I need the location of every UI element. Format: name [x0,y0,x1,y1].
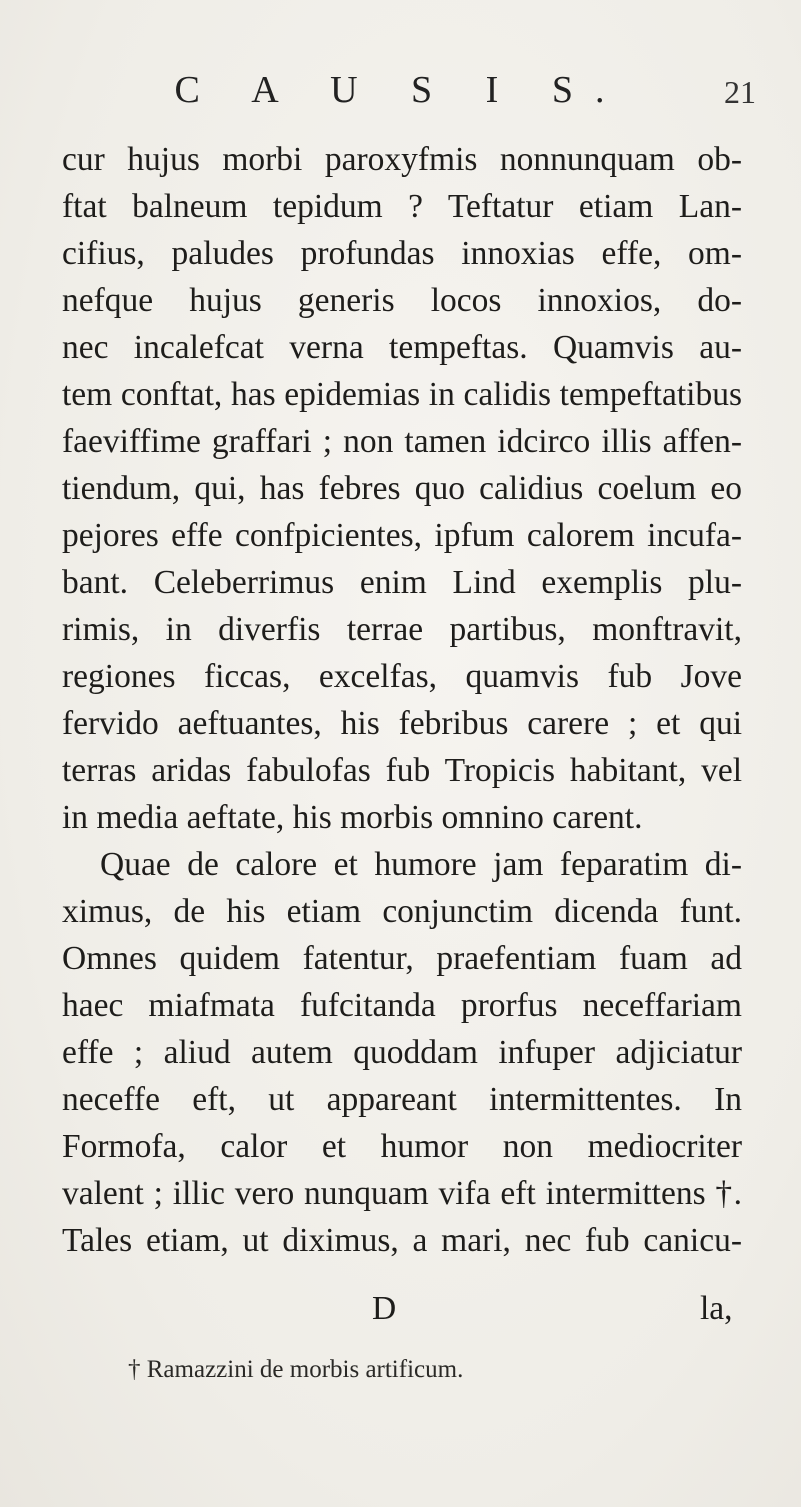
catchword: la, [700,1290,733,1327]
signature-line [0,1290,801,1330]
text-line: cifius, paludes profundas innoxias effe, om- [62,235,742,272]
text-line: ximus, de his etiam conjunctim dicenda funt. [62,893,742,930]
text-line: Tales etiam, ut diximus, a mari, nec fub canicu- [62,1222,742,1259]
text-line: tiendum, qui, has febres quo calidius coelum eo [62,470,742,507]
footnote: † Ramazzini de morbis artificum. [128,1356,464,1383]
text-line: bant. Celeberrimus enim Lind exemplis plu- [62,564,742,601]
text-line: regiones ficcas, excelfas, quamvis fub Jove [62,658,742,695]
text-line: in media aeftate, his morbis omnino carent. [62,799,643,836]
text-line: pejores effe confpicientes, ipfum calorem incufa- [62,517,742,554]
text-line: neceffe eft, ut appareant intermittentes. In [62,1081,742,1118]
text-line: cur hujus morbi paroxyfmis nonnunquam ob- [62,141,742,178]
running-title: C A U S I S. [174,69,627,111]
text-line: terras aridas fabulofas fub Tropicis habitant, vel [62,752,742,789]
text-line: fervido aeftuantes, his febribus carere ; et qui [62,705,742,742]
text-line: rimis, in diverfis terrae partibus, monftravit, [62,611,742,648]
text-line: tem conftat, has epidemias in calidis tempeftatibus [62,376,742,413]
text-line: Quae de calore et humore jam feparatim di- [100,846,742,883]
text-line: ftat balneum tepidum ? Teftatur etiam Lan- [62,188,742,225]
text-line: effe ; aliud autem quoddam infuper adjiciatur [62,1034,742,1071]
text-line: valent ; illic vero nunquam vifa eft intermittens †. [62,1175,742,1212]
text-line: faeviffime graffari ; non tamen idcirco illis affen- [62,423,742,460]
signature-mark: D [372,1290,397,1327]
text-line: Formofa, calor et humor non mediocriter [62,1128,742,1165]
text-line: nefque hujus generis locos innoxios, do- [62,282,742,319]
text-line: Omnes quidem fatentur, praefentiam fuam ad [62,940,742,977]
page-number: 21 [724,74,756,110]
text-line: nec incalefcat verna tempeftas. Quamvis au- [62,329,742,366]
text-line: haec miafmata fufcitanda prorfus neceffariam [62,987,742,1024]
